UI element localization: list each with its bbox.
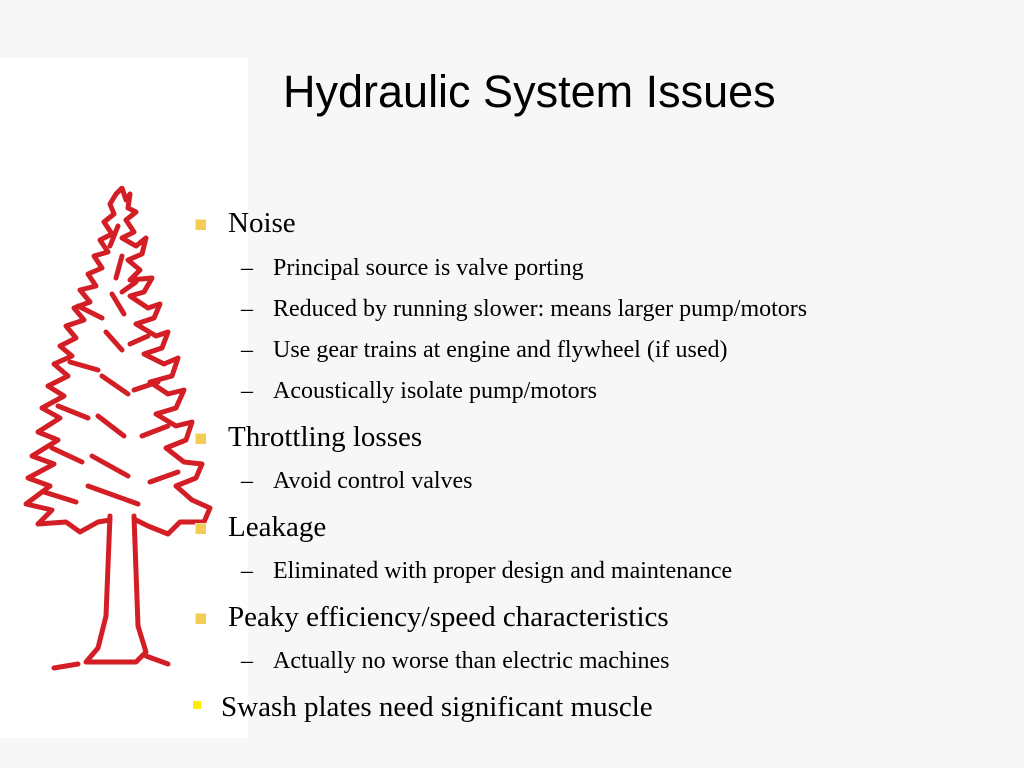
bullet-item: [228, 600, 669, 634]
bullet-item: [228, 206, 296, 240]
sub-bullet-text: Avoid control valves: [273, 468, 473, 494]
square-bullet-icon: [195, 613, 206, 624]
square-bullet-icon: [195, 433, 206, 444]
sub-bullet-item: [241, 646, 670, 676]
dash-marker: –: [241, 648, 253, 674]
redwood-tree-icon: [18, 186, 218, 676]
sub-bullet-item: [241, 253, 584, 283]
sub-bullet-text: Principal source is valve porting: [273, 255, 584, 281]
bullet-item: [228, 510, 326, 544]
dash-marker: –: [241, 337, 253, 363]
sub-bullet-text: Reduced by running slower: means larger pump/motors: [273, 296, 808, 322]
sub-bullet-text: Actually no worse than electric machines: [273, 648, 670, 674]
sub-bullet-item: [241, 335, 728, 365]
bullet-text: Swash plates need significant muscle: [221, 691, 653, 723]
tree-panel: [0, 58, 248, 738]
dash-marker: –: [241, 468, 253, 494]
sub-bullet-item: [241, 556, 733, 586]
bullet-item: [221, 690, 653, 724]
dash-marker: –: [241, 558, 253, 584]
sub-bullet-text: Use gear trains at engine and flywheel (if used): [273, 337, 728, 363]
bullet-text: Noise: [228, 207, 296, 239]
bullet-text: Leakage: [228, 511, 327, 543]
sub-bullet-text: Acoustically isolate pump/motors: [273, 378, 597, 404]
bullet-text: Peaky efficiency/speed characteristics: [228, 601, 669, 633]
square-bullet-icon: [193, 701, 201, 709]
dash-marker: –: [241, 255, 253, 281]
bullet-item: [228, 420, 422, 454]
square-bullet-icon: [195, 219, 206, 230]
slide-title: Hydraulic System Issues: [283, 66, 776, 117]
bullet-text: Throttling losses: [228, 421, 423, 453]
square-bullet-icon: [195, 523, 206, 534]
sub-bullet-text: Eliminated with proper design and maintenance: [273, 558, 733, 584]
dash-marker: –: [241, 378, 253, 404]
sub-bullet-item: [241, 376, 597, 406]
dash-marker: –: [241, 296, 253, 322]
sub-bullet-item: [241, 466, 473, 496]
sub-bullet-item: [241, 294, 808, 324]
